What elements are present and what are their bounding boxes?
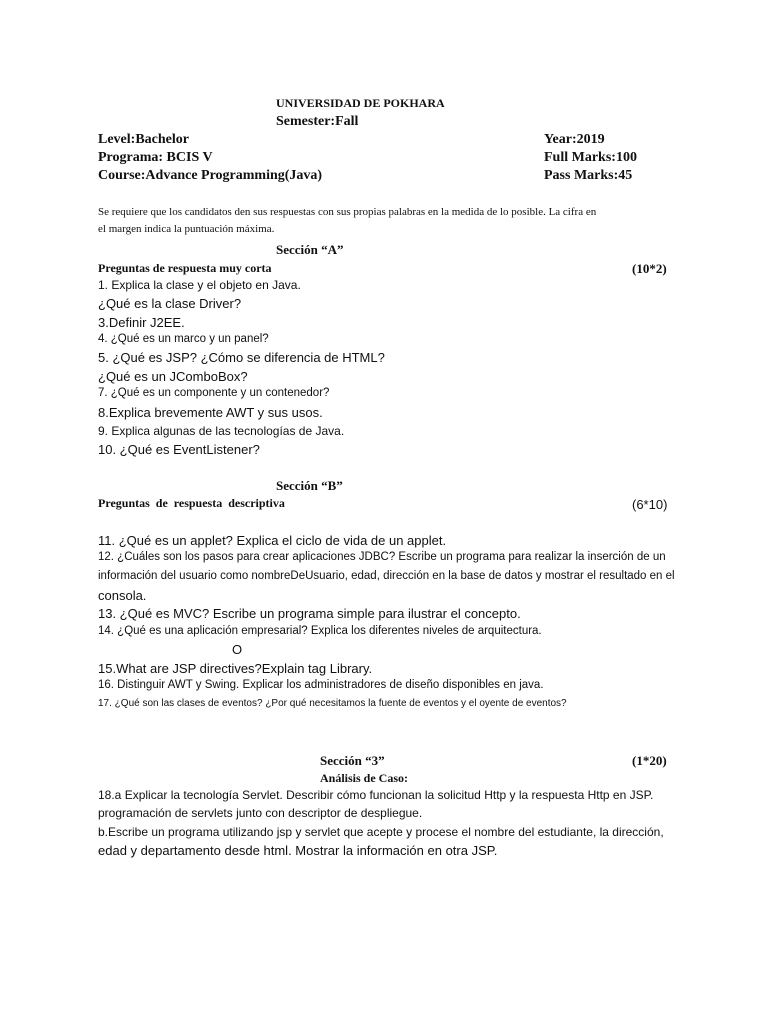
year: Year:2019 [544,132,605,147]
pass-marks: Pass Marks:45 [544,168,633,183]
question-4: 4. ¿Qué es un marco y un panel? [98,333,269,345]
question-5: 5. ¿Qué es JSP? ¿Cómo se diferencia de HTML? [98,350,385,365]
section-b-title: Sección “B” [276,478,343,493]
question-1: 1. Explica la clase y el objeto en Java. [98,278,301,292]
question-6: ¿Qué es un JComboBox? [98,369,248,384]
course: Course:Advance Programming(Java) [98,168,323,183]
question-15: 15.What are JSP directives?Explain tag Library. [98,661,373,676]
question-12-line-2: información del usuario como nombreDeUsuario, edad, dirección en la base de datos y mostrar el resultado en el [98,570,675,582]
question-17: 17. ¿Qué son las clases de eventos? ¿Por qué necesitamos la fuente de eventos y el oyente de eventos? [98,698,567,709]
question-18a-line-1: 18.a Explicar la tecnología Servlet. Describir cómo funcionan la solicitud Http y la respuesta Http en JSP. [98,788,654,802]
question-13: 13. ¿Qué es MVC? Escribe un programa simple para ilustrar el concepto. [98,606,521,621]
full-marks: Full Marks:100 [544,150,637,165]
question-16: 16. Distinguir AWT y Swing. Explicar los administradores de diseño disponibles en java. [98,679,544,691]
question-18b-line-1: b.Escribe un programa utilizando jsp y servlet que acepte y procese el nombre del estudiante, la dirección, [98,825,664,839]
section-a-title: Sección “A” [276,242,344,257]
question-18a-line-2: programación de servlets junto con descriptor de despliegue. [98,806,423,820]
question-8: 8.Explica brevemente AWT y sus usos. [98,405,323,420]
question-12-line-3: consola. [98,588,147,603]
section-c-marks: (1*20) [632,753,667,768]
section-c-subtitle: Análisis de Caso: [320,771,409,785]
question-11: 11. ¿Qué es un applet? Explica el ciclo de vida de un applet. [98,533,447,548]
university-name: UNIVERSIDAD DE POKHARA [276,96,445,110]
instructions-line-1: Se requiere que los candidatos den sus respuestas con sus propias palabras en la medida de lo posible. La cifra en [98,206,597,218]
program: Programa: BCIS V [98,150,213,165]
semester: Semester:Fall [276,114,359,129]
section-a-marks: (10*2) [632,261,667,276]
section-b-subtitle: Preguntas de respuesta descriptiva [98,496,285,510]
section-a-subtitle: Preguntas de respuesta muy corta [98,261,272,275]
question-18b-line-2: edad y departamento desde html. Mostrar la información en otra JSP. [98,843,498,858]
instructions-line-2: el margen indica la puntuación máxima. [98,223,275,235]
question-12-line-1: 12. ¿Cuáles son los pasos para crear aplicaciones JDBC? Escribe un programa para realizar la inserción de un [98,551,666,563]
question-10: 10. ¿Qué es EventListener? [98,442,260,457]
question-7: 7. ¿Qué es un componente y un contenedor? [98,387,330,399]
section-b-marks: (6*10) [632,497,668,512]
question-14: 14. ¿Qué es una aplicación empresarial? Explica los diferentes niveles de arquitectura. [98,625,542,637]
question-9: 9. Explica algunas de las tecnologías de Java. [98,424,345,438]
level: Level:Bachelor [98,132,189,147]
or-separator: O [232,642,243,657]
question-2: ¿Qué es la clase Driver? [98,296,242,311]
question-3: 3.Definir J2EE. [98,315,185,330]
section-c-title: Sección “3” [320,753,385,768]
